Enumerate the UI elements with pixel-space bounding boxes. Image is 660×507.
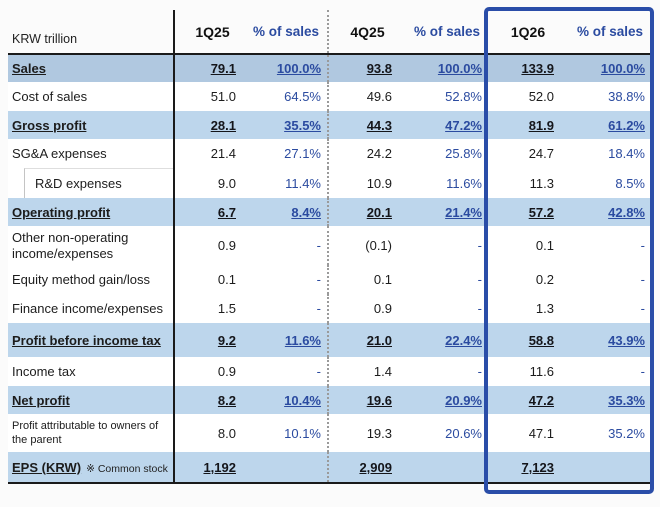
row-label [8,452,174,483]
table-row [8,323,652,357]
value-cell: 1,192 [174,452,250,483]
pct-of-sales-cell: - [250,294,328,323]
value-cell: 0.1 [174,265,250,294]
row-label [8,226,174,265]
row-label [8,198,174,226]
col-header-1q26: 1Q26 [488,10,568,54]
value-cell: 21.4 [174,139,250,168]
pct-of-sales-cell: 27.1% [250,139,328,168]
pct-of-sales-cell: 61.2% [568,111,652,139]
value-cell: (0.1) [328,226,406,265]
value-cell: 0.2 [488,265,568,294]
value-cell: 0.9 [174,357,250,386]
pct-of-sales-cell: 20.6% [406,414,488,452]
value-cell: 11.3 [488,168,568,198]
pct-of-sales-cell: 10.4% [250,386,328,414]
pct-of-sales-cell: - [568,294,652,323]
row-label-text: Sales [12,61,46,76]
table-row [8,226,652,265]
table-row [8,265,652,294]
value-cell: 0.9 [174,226,250,265]
pct-of-sales-cell: 11.6% [406,168,488,198]
value-cell: 21.0 [328,323,406,357]
value-cell: 10.9 [328,168,406,198]
row-label-text: Gross profit [12,117,87,133]
col-header-pct-of-sales-2: % of sales [406,10,488,54]
pct-of-sales-cell: 35.2% [568,414,652,452]
row-label-text: Income tax [12,363,76,379]
pct-of-sales-cell: - [250,265,328,294]
row-label [8,386,174,414]
pct-of-sales-cell [568,452,652,483]
pct-of-sales-cell: - [406,265,488,294]
row-label [8,111,174,139]
row-label-text: Other non-operating income/expenses [12,230,129,261]
value-cell: 93.8 [328,54,406,82]
value-cell: 81.9 [488,111,568,139]
pct-of-sales-cell: 11.4% [250,168,328,198]
row-label-text: Net profit [12,392,70,408]
value-cell: 44.3 [328,111,406,139]
table-row [8,386,652,414]
row-label-note: ※ Common stock [86,462,168,475]
pct-of-sales-cell: - [568,265,652,294]
value-cell: 28.1 [174,111,250,139]
table-body [8,54,652,483]
value-cell: 1.4 [328,357,406,386]
income-statement-table [8,10,653,484]
pct-of-sales-cell: 8.4% [250,198,328,226]
pct-of-sales-cell: 47.2% [406,111,488,139]
pct-of-sales-cell: 100.0% [250,54,328,82]
value-cell: 8.2 [174,386,250,414]
row-label [8,139,174,168]
row-label-text: Operating profit [12,204,111,220]
pct-of-sales-cell: 22.4% [406,323,488,357]
value-cell: 19.6 [328,386,406,414]
col-header-pct-of-sales-1: % of sales [250,10,328,54]
value-cell: 9.0 [174,168,250,198]
table-row [8,168,652,198]
table-row [8,294,652,323]
value-cell: 7,123 [488,452,568,483]
value-cell: 79.1 [174,54,250,82]
table-row [8,357,652,386]
row-label-text: Profit attributable to owners of the parent [12,419,159,447]
value-cell: 9.2 [174,323,250,357]
table-row [8,111,652,139]
row-label [8,414,174,452]
value-cell: 19.3 [328,414,406,452]
pct-of-sales-cell: 11.6% [250,323,328,357]
row-label-text: Equity method gain/loss [12,271,151,287]
pct-of-sales-cell: - [250,226,328,265]
row-label [8,294,174,323]
pct-of-sales-cell: 25.8% [406,139,488,168]
value-cell: 2,909 [328,452,406,483]
row-label [8,357,174,386]
pct-of-sales-cell: 18.4% [568,139,652,168]
pct-of-sales-cell: 42.8% [568,198,652,226]
unit-label: KRW trillion [8,10,174,54]
row-label [8,168,174,198]
pct-of-sales-cell: 21.4% [406,198,488,226]
value-cell: 0.1 [328,265,406,294]
row-label-text: EPS (KRW) [12,459,82,475]
value-cell: 20.1 [328,198,406,226]
pct-of-sales-cell: 43.9% [568,323,652,357]
pct-of-sales-cell: - [250,357,328,386]
value-cell: 1.5 [174,294,250,323]
pct-of-sales-cell: 35.3% [568,386,652,414]
table-row [8,414,652,452]
col-header-1q25: 1Q25 [174,10,250,54]
pct-of-sales-cell: - [406,294,488,323]
row-label-text: Finance income/expenses [12,300,164,316]
value-cell: 0.1 [488,226,568,265]
pct-of-sales-cell: - [406,226,488,265]
table-row [8,198,652,226]
value-cell: 58.8 [488,323,568,357]
pct-of-sales-cell: 35.5% [250,111,328,139]
pct-of-sales-cell: 10.1% [250,414,328,452]
pct-of-sales-cell: 100.0% [568,54,652,82]
pct-of-sales-cell: 20.9% [406,386,488,414]
value-cell: 24.2 [328,139,406,168]
row-label-text: Profit before income tax [12,332,161,348]
value-cell: 57.2 [488,198,568,226]
value-cell: 8.0 [174,414,250,452]
value-cell: 52.0 [488,82,568,111]
pct-of-sales-cell: 38.8% [568,82,652,111]
header-row [8,10,652,54]
value-cell: 51.0 [174,82,250,111]
value-cell: 49.6 [328,82,406,111]
col-header-pct-of-sales-3: % of sales [568,10,652,54]
pct-of-sales-cell: - [406,357,488,386]
pct-of-sales-cell: - [568,226,652,265]
value-cell: 6.7 [174,198,250,226]
pct-of-sales-cell: 64.5% [250,82,328,111]
table-row [8,452,652,483]
row-label-text: R&D expenses [35,176,122,191]
value-cell: 0.9 [328,294,406,323]
row-label-text: Cost of sales [12,88,88,104]
table-row [8,82,652,111]
pct-of-sales-cell [250,452,328,483]
pct-of-sales-cell: 8.5% [568,168,652,198]
row-label [8,323,174,357]
col-header-4q25: 4Q25 [328,10,406,54]
value-cell: 47.1 [488,414,568,452]
value-cell: 133.9 [488,54,568,82]
value-cell: 47.2 [488,386,568,414]
row-label [8,265,174,294]
value-cell: 24.7 [488,139,568,168]
pct-of-sales-cell: 100.0% [406,54,488,82]
value-cell: 11.6 [488,357,568,386]
pct-of-sales-cell: 52.8% [406,82,488,111]
row-label [8,82,174,111]
row-label [8,54,174,82]
table-row [8,54,652,82]
table-row [8,139,652,168]
row-label-text: SG&A expenses [12,145,107,161]
value-cell: 1.3 [488,294,568,323]
pct-of-sales-cell: - [568,357,652,386]
pct-of-sales-cell [406,452,488,483]
